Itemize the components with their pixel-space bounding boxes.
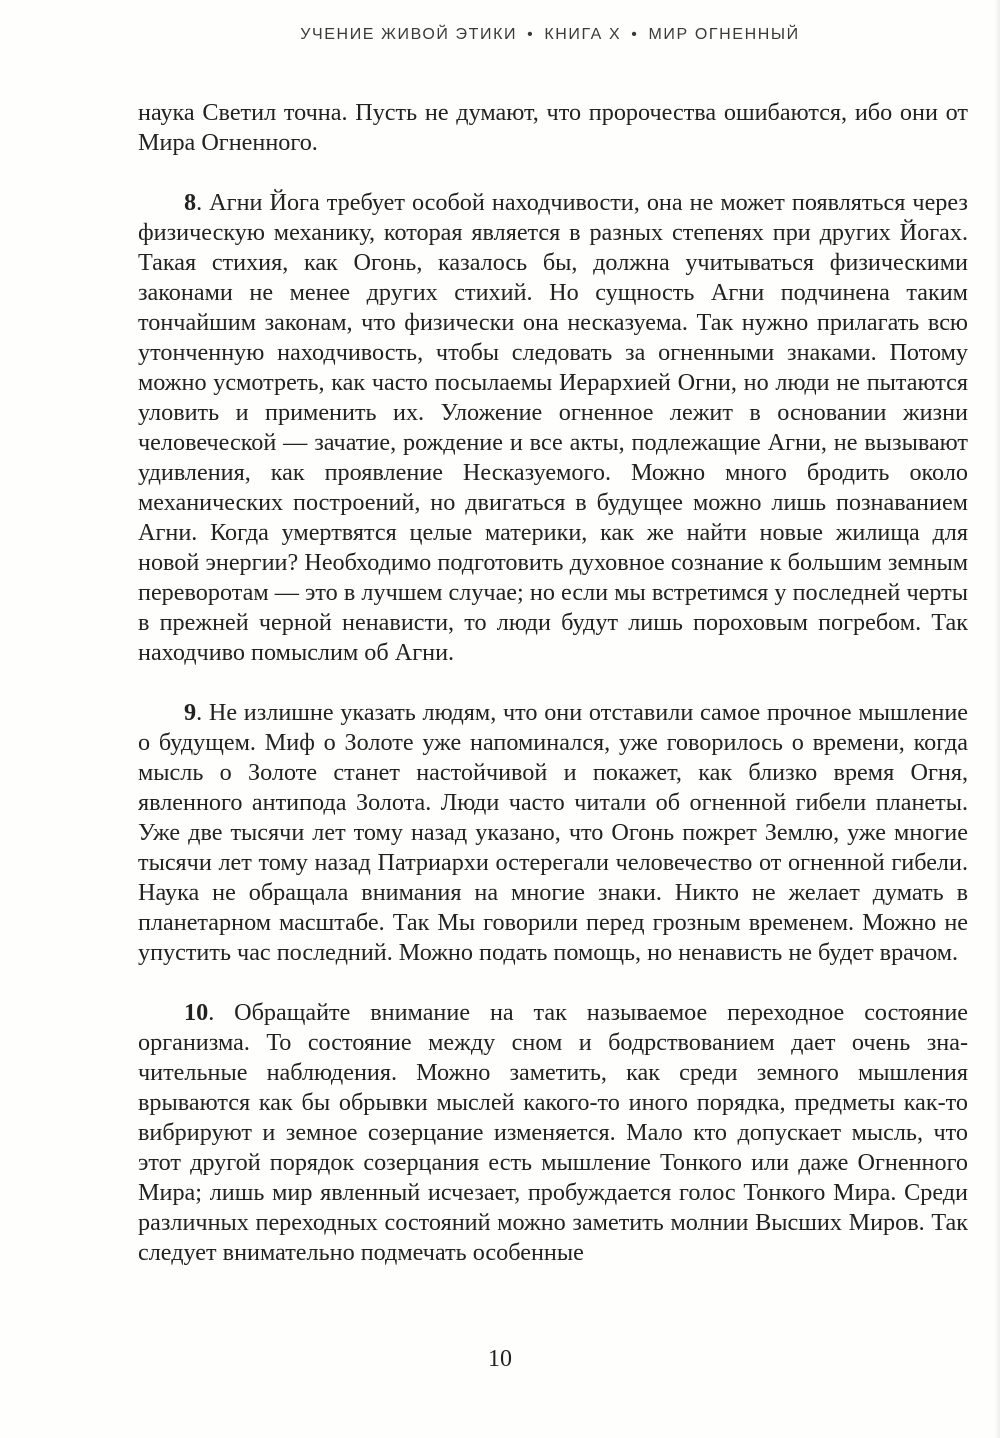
paragraph-9 <box>138 698 968 968</box>
paragraph-text: . Агни Йога требует особой находчивости, она не может появляться через физическую механику, которая является в разных степенях при других Йогах. Такая стихия, как Огонь, казалось бы, должна учитываться физическими законами не менее других стихий. Но сущность Агни подчинена таким тончайшим законам, что физически она несказуема. Так нужно прилагать всю утонченную находчивость, чтобы следовать за огненными знаками. Потому можно усмотреть, как часто посылаемы Иерархией Огни, но люди не пытаются уловить и применить их. Уложение огненное лежит в основании жизни человеческой — зачатие, рождение и все акты, подлежащие Агни, не вызывают удивления, как проявление Несказуемого. Можно много бродить около механических построений, но двигаться в будущее можно лишь познаванием Агни. Когда умертвятся целые материки, как же найти новые жилища для новой энергии? Необходимо подготовить духовное сознание к большим земным переворотам — это в лучшем случае; но если мы встретимся у последней черты в прежней черной ненависти, то люди будут лишь пороховым погребом. Так находчиво помыслим об Агни. <box>138 189 968 666</box>
header-series: УЧЕНИЕ ЖИВОЙ ЭТИКИ <box>300 26 518 43</box>
paragraph-number: 8 <box>184 189 197 216</box>
paragraph-text: наука Светил точна. Пусть не думают, что пророчества ошибаются, ибо они от Мира Огненного. <box>138 99 968 156</box>
paragraph-number: 9 <box>184 699 197 726</box>
paragraph-continuation <box>138 98 968 158</box>
body-text <box>138 98 968 1268</box>
paragraph-text: . Обращайте внимание на так называемое переходное состояние организма. То состояние между сном и бодрствованием дает очень значительные наблюдения. Можно заметить, как среди земного мышления врываются как бы обрывки мыслей какого-то иного порядка, предметы как-то вибрируют и земное созерцание изменяется. Мало кто допускает мысль, что этот другой порядок созерцания есть мышление Тонкого или даже Огненного Мира; лишь мир явленный исчезает, пробуждается голос Тонкого Мира. Среди различных переходных состояний можно заметить молнии Высших Миров. Так следует внимательно подмечать особенные <box>138 999 968 1266</box>
page-edge-shadow <box>994 0 1000 1438</box>
header-title: МИР ОГНЕННЫЙ <box>648 26 800 43</box>
paragraph-8 <box>138 188 968 668</box>
paragraph-number: 10 <box>184 999 209 1026</box>
paragraph-text: . Не излишне указать людям, что они отставили самое прочное мышление о будущем. Миф о Золоте уже напоминался, уже говорилось о времени, когда мысль о Золоте станет настойчивой и покажет, как близко время Огня, явленного антипода Золота. Люди часто читали об огненной гибели планеты. Уже две тысячи лет тому назад указано, что Огонь пожрет Землю, уже многие тысячи лет тому назад Патриархи остерегали человечество от огненной гибели. Наука не обращала внимания на многие знаки. Никто не желает думать в планетарном масштабе. Так Мы говорили перед грозным временем. Можно не упустить час последний. Можно подать помощь, но ненависть не будет врачом. <box>138 699 968 966</box>
header-separator: • <box>631 26 639 43</box>
header-separator: • <box>527 26 535 43</box>
page-number: 10 <box>488 1346 512 1372</box>
header-book: КНИГА X <box>544 26 622 43</box>
paragraph-10 <box>138 998 968 1268</box>
running-header <box>300 26 800 44</box>
